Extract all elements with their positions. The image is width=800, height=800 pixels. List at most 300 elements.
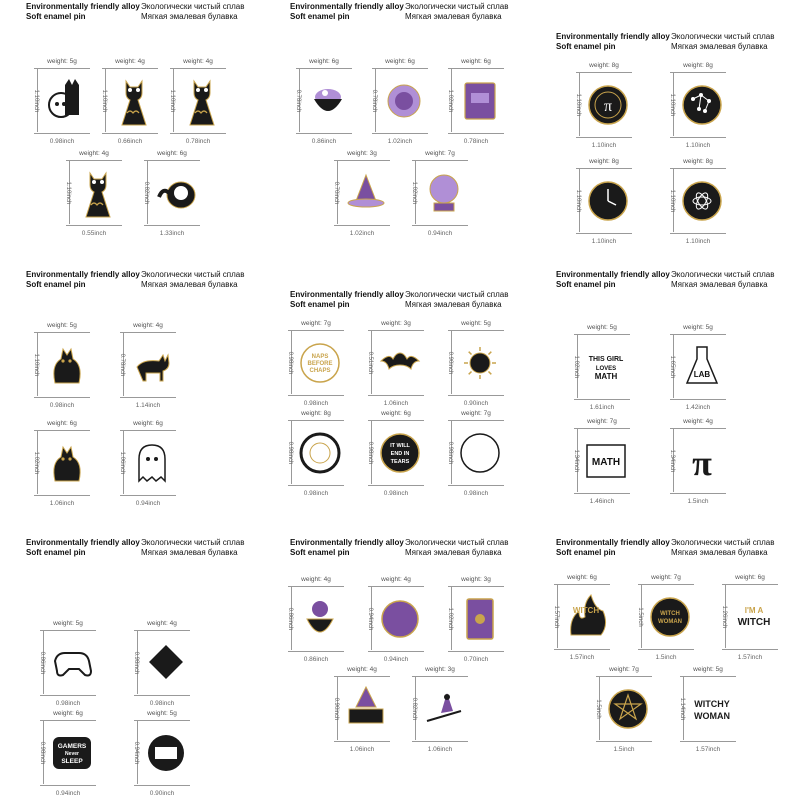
this-girl-icon xyxy=(583,341,629,393)
dimension-line-width xyxy=(670,233,726,234)
pin-weight: weight: 5g xyxy=(147,710,177,717)
pin-width: 1.10inch xyxy=(685,238,711,245)
pin-height: 1.5inch xyxy=(595,699,601,719)
panel-header xyxy=(26,2,262,22)
pin-height: 1.10inch xyxy=(33,353,39,377)
dimension-line-width xyxy=(670,137,726,138)
pin-art xyxy=(420,680,468,738)
dimension-line-width xyxy=(576,137,632,138)
dimension-line-width xyxy=(40,695,96,696)
pin-width: 0.70inch xyxy=(463,656,489,663)
dimension-line-width xyxy=(722,649,778,650)
bat-icon xyxy=(377,337,423,389)
pin-art xyxy=(604,680,652,738)
pin-height: 1.10inch xyxy=(669,189,675,213)
header-alloy-ru: Экологически чистый сплав xyxy=(405,2,509,11)
pin-item xyxy=(330,150,394,240)
pin-height: 1.26inch xyxy=(721,605,727,629)
moon-badge-icon xyxy=(457,427,503,479)
pin-width: 1.61inch xyxy=(589,404,615,411)
pin-width: 0.98inch xyxy=(303,400,329,407)
pin-art xyxy=(304,72,352,130)
pin-weight: weight: 5g xyxy=(53,620,83,627)
pin-item xyxy=(364,576,428,666)
header-alloy-en: Environmentally friendly alloy xyxy=(26,538,140,547)
dimension-line-top xyxy=(448,586,504,587)
dimension-line-top xyxy=(34,332,90,333)
pin-height: 1.57inch xyxy=(553,605,559,629)
pin-weight: weight: 6g xyxy=(47,420,77,427)
pin-art xyxy=(646,588,694,646)
dimension-line-width xyxy=(680,741,736,742)
dimension-line-top xyxy=(334,160,390,161)
dimension-line-top xyxy=(120,430,176,431)
pin-art xyxy=(456,590,504,648)
pin-weight: weight: 3g xyxy=(461,576,491,583)
dimension-line-top xyxy=(288,586,344,587)
pin-weight: weight: 4g xyxy=(133,322,163,329)
svg-text:LOVES: LOVES xyxy=(595,366,617,372)
pin-item xyxy=(666,158,730,248)
pin-weight: weight: 4g xyxy=(347,666,377,673)
pin-item xyxy=(666,62,730,152)
header-alloy-en: Environmentally friendly alloy xyxy=(290,538,404,547)
dimension-line-top xyxy=(296,68,352,69)
pin-item xyxy=(444,576,508,666)
pin-height: 1.06inch xyxy=(119,451,125,475)
dimension-line-width xyxy=(372,133,428,134)
pin-weight: weight: 5g xyxy=(693,666,723,673)
pin-item xyxy=(364,410,428,500)
pin-width: 1.46inch xyxy=(589,498,615,505)
pin-height: 1.10inch xyxy=(65,181,71,205)
pin-width: 0.98inch xyxy=(55,700,81,707)
pin-height: 0.51inch xyxy=(367,351,373,375)
pin-art xyxy=(730,588,778,646)
dimension-line-width xyxy=(288,395,344,396)
header-alloy-ru: Экологически чистый сплав xyxy=(671,538,775,547)
dimension-line-width xyxy=(368,651,424,652)
pin-height: 0.98inch xyxy=(133,651,139,675)
pin-height: 0.90inch xyxy=(447,351,453,375)
pin-weight: weight: 5g xyxy=(461,320,491,327)
pin-art xyxy=(376,590,424,648)
pi-symbol-icon xyxy=(679,435,725,487)
dimension-line-top xyxy=(596,676,652,677)
flying-witch-icon xyxy=(421,683,467,735)
pin-item xyxy=(676,666,740,756)
dimension-line-top xyxy=(412,676,468,677)
pin-width: 0.98inch xyxy=(49,138,75,145)
header-alloy-ru: Экологически чистый сплав xyxy=(141,538,245,547)
pin-height: 0.98inch xyxy=(447,441,453,465)
panel-math xyxy=(536,268,798,530)
pin-weight: weight: 8g xyxy=(589,158,619,165)
pin-width: 1.06inch xyxy=(49,500,75,507)
pin-height: 1.10inch xyxy=(575,189,581,213)
pin-weight: weight: 4g xyxy=(115,58,145,65)
pin-height: 0.90inch xyxy=(333,697,339,721)
pin-art xyxy=(582,338,630,396)
pin-art xyxy=(48,634,96,692)
pin-height: 1.02inch xyxy=(573,355,579,379)
witch-hat-icon xyxy=(343,167,389,219)
dimension-line-top xyxy=(334,676,390,677)
pin-art xyxy=(342,680,390,738)
sitting-cat-icon xyxy=(43,437,89,489)
pin-width: 1.57inch xyxy=(695,746,721,753)
dimension-line-top xyxy=(670,334,726,335)
dimension-line-top xyxy=(120,332,176,333)
dimension-line-top xyxy=(34,430,90,431)
pin-width: 0.90inch xyxy=(149,790,175,797)
svg-text:IT WILL: IT WILL xyxy=(390,443,410,449)
flask-icon xyxy=(679,341,725,393)
im-a-witch-icon xyxy=(731,591,777,643)
header-alloy-en: Environmentally friendly alloy xyxy=(556,32,670,41)
dimension-line-width xyxy=(34,397,90,398)
header-enamel-ru: Мягкая эмалевая булавка xyxy=(671,548,768,557)
header-enamel-en: Soft enamel pin xyxy=(290,12,350,21)
gaming-sign-icon xyxy=(143,637,189,689)
skull-cat-icon xyxy=(43,75,89,127)
header-alloy-en: Environmentally friendly alloy xyxy=(26,2,140,11)
pin-art xyxy=(74,164,122,222)
panel-header xyxy=(290,290,530,310)
pin-art xyxy=(142,724,190,782)
pin-art xyxy=(380,72,428,130)
cat-figure-icon xyxy=(75,167,121,219)
pin-width: 0.78inch xyxy=(185,138,211,145)
pin-weight: weight: 7g xyxy=(609,666,639,673)
header-alloy-ru: Экологически чистый сплав xyxy=(671,32,775,41)
dimension-line-width xyxy=(144,225,200,226)
dimension-line-top xyxy=(288,420,344,421)
header-enamel-ru: Мягкая эмалевая булавка xyxy=(405,300,502,309)
pin-weight: weight: 4g xyxy=(79,150,109,157)
dimension-line-width xyxy=(670,493,726,494)
molecule-icon xyxy=(679,79,725,131)
dimension-line-top xyxy=(574,428,630,429)
pin-art xyxy=(376,424,424,482)
pin-weight: weight: 6g xyxy=(385,58,415,65)
dimension-line-top xyxy=(102,68,158,69)
pin-item xyxy=(116,420,180,510)
pin-item xyxy=(36,710,100,798)
dimension-line-width xyxy=(334,741,390,742)
pin-item xyxy=(130,620,194,710)
pin-width: 1.02inch xyxy=(349,230,375,237)
crystal-orb-icon xyxy=(381,75,427,127)
pin-weight: weight: 6g xyxy=(53,710,83,717)
cat-cloak-icon xyxy=(111,75,157,127)
pin-art xyxy=(456,424,504,482)
pin-item xyxy=(116,322,180,412)
dimension-line-width xyxy=(448,133,504,134)
pin-item xyxy=(592,666,656,756)
pin-width: 0.55inch xyxy=(81,230,107,237)
header-enamel-en: Soft enamel pin xyxy=(290,548,350,557)
header-enamel-en: Soft enamel pin xyxy=(26,548,86,557)
pin-weight: weight: 3g xyxy=(347,150,377,157)
dimension-line-width xyxy=(412,225,468,226)
dimension-line-width xyxy=(120,495,176,496)
pin-art xyxy=(678,432,726,490)
pin-item xyxy=(130,710,194,798)
pin-width: 0.94inch xyxy=(383,656,409,663)
pin-art xyxy=(678,338,726,396)
pin-item xyxy=(330,666,394,756)
dimension-line-top xyxy=(170,68,226,69)
pin-height: 0.98inch xyxy=(39,741,45,765)
panel-witch-brew xyxy=(268,536,530,798)
dimension-line-top xyxy=(134,720,190,721)
pin-art xyxy=(688,680,736,738)
pin-art xyxy=(342,164,390,222)
panel-header xyxy=(290,2,530,22)
dimension-line-width xyxy=(638,649,694,650)
panel-header xyxy=(26,270,262,290)
pin-width: 0.90inch xyxy=(463,400,489,407)
dimension-line-width xyxy=(134,695,190,696)
dimension-line-width xyxy=(288,651,344,652)
pin-item xyxy=(166,58,230,148)
header-alloy-en: Environmentally friendly alloy xyxy=(556,270,670,279)
svg-text:LAB: LAB xyxy=(693,370,711,379)
pin-weight: weight: 5g xyxy=(587,324,617,331)
pin-width: 1.57inch xyxy=(737,654,763,661)
pin-height: 0.70inch xyxy=(333,181,339,205)
dimension-line-top xyxy=(368,330,424,331)
pin-height: 0.86inch xyxy=(287,607,293,631)
dimension-line-top xyxy=(576,168,632,169)
atom-badge-icon xyxy=(679,175,725,227)
header-enamel-en: Soft enamel pin xyxy=(26,280,86,289)
pin-art xyxy=(678,76,726,134)
pin-height: 1.10inch xyxy=(101,89,107,113)
pin-item xyxy=(570,324,634,414)
svg-text:GAMERS: GAMERS xyxy=(57,743,87,750)
pin-item xyxy=(550,574,614,664)
svg-text:Never: Never xyxy=(65,751,79,757)
pin-height: 0.98inch xyxy=(287,351,293,375)
pin-weight: weight: 6g xyxy=(461,58,491,65)
header-enamel-ru: Мягкая эмалевая булавка xyxy=(141,280,238,289)
pin-width: 1.33inch xyxy=(159,230,185,237)
ring-badge-icon xyxy=(297,427,343,479)
header-alloy-ru: Экологически чистый сплав xyxy=(141,2,245,11)
dimension-line-width xyxy=(102,133,158,134)
pin-item xyxy=(284,410,348,500)
pin-art xyxy=(152,164,200,222)
pin-height: 1.34inch xyxy=(573,449,579,473)
sun-icon xyxy=(457,337,503,389)
pin-height: 1.02inch xyxy=(447,607,453,631)
pin-width: 1.10inch xyxy=(591,142,617,149)
dimension-line-width xyxy=(368,395,424,396)
witch-flame-icon xyxy=(563,591,609,643)
pin-item xyxy=(572,62,636,152)
dimension-line-width xyxy=(574,399,630,400)
pin-art xyxy=(296,424,344,482)
dimension-line-top xyxy=(368,586,424,587)
pin-weight: weight: 6g xyxy=(381,410,411,417)
dimension-line-width xyxy=(448,395,504,396)
header-alloy-ru: Экологически чистый сплав xyxy=(405,538,509,547)
pin-item xyxy=(408,666,472,756)
pin-height: 0.78inch xyxy=(295,89,301,113)
pin-height: 1.34inch xyxy=(669,449,675,473)
pin-art xyxy=(42,72,90,130)
pin-art xyxy=(562,588,610,646)
panel-header xyxy=(290,538,530,558)
tarot-card-icon xyxy=(457,593,503,645)
pin-item xyxy=(572,158,636,248)
pin-item xyxy=(408,150,472,240)
gamers-sleep-icon xyxy=(49,727,95,779)
dimension-line-top xyxy=(412,160,468,161)
pin-width: 1.06inch xyxy=(383,400,409,407)
pin-height: 0.82inch xyxy=(143,181,149,205)
header-enamel-en: Soft enamel pin xyxy=(556,548,616,557)
pin-item xyxy=(444,410,508,500)
header-alloy-en: Environmentally friendly alloy xyxy=(556,538,670,547)
dimension-line-width xyxy=(134,785,190,786)
cauldron-icon xyxy=(305,75,351,127)
dimension-line-width xyxy=(554,649,610,650)
pin-weight: weight: 4g xyxy=(301,576,331,583)
pin-art xyxy=(128,336,176,394)
pin-width: 1.57inch xyxy=(569,654,595,661)
dimension-line-top xyxy=(368,420,424,421)
header-alloy-en: Environmentally friendly alloy xyxy=(290,290,404,299)
svg-text:TEARS: TEARS xyxy=(390,459,410,465)
pin-height: 1.10inch xyxy=(575,93,581,117)
crystal-ball-icon xyxy=(421,167,467,219)
pin-width: 1.06inch xyxy=(349,746,375,753)
header-enamel-ru: Мягкая эмалевая булавка xyxy=(141,548,238,557)
pin-weight: weight: 4g xyxy=(147,620,177,627)
pin-width: 1.06inch xyxy=(427,746,453,753)
pin-art xyxy=(178,72,226,130)
pin-height: 0.98inch xyxy=(287,441,293,465)
pin-weight: weight: 7g xyxy=(425,150,455,157)
pin-art xyxy=(376,334,424,392)
pin-weight: weight: 8g xyxy=(683,62,713,69)
pin-art xyxy=(142,634,190,692)
pin-item xyxy=(98,58,162,148)
dimension-line-top xyxy=(448,68,504,69)
pin-art xyxy=(456,72,504,130)
pin-width: 1.10inch xyxy=(685,142,711,149)
dimension-line-top xyxy=(574,334,630,335)
dimension-line-width xyxy=(412,741,468,742)
header-alloy-ru: Экологически чистый сплав xyxy=(405,290,509,299)
header-alloy-ru: Экологически чистый сплав xyxy=(671,270,775,279)
header-enamel-ru: Мягкая эмалевая булавка xyxy=(671,42,768,51)
dimension-line-width xyxy=(288,485,344,486)
header-enamel-en: Soft enamel pin xyxy=(290,300,350,309)
dimension-line-top xyxy=(680,676,736,677)
pin-height: 0.78inch xyxy=(371,89,377,113)
pin-height: 1.5inch xyxy=(637,607,643,627)
dimension-line-width xyxy=(596,741,652,742)
dimension-line-top xyxy=(40,720,96,721)
pin-weight: weight: 3g xyxy=(425,666,455,673)
pin-width: 0.78inch xyxy=(463,138,489,145)
pin-width: 1.5inch xyxy=(613,746,635,753)
dimension-line-width xyxy=(296,133,352,134)
controller-icon xyxy=(49,637,95,689)
coiled-cat-icon xyxy=(153,167,199,219)
panel-witch-purple xyxy=(268,0,530,262)
clock-icon xyxy=(585,175,631,227)
panel-quotes xyxy=(268,268,530,530)
pin-width: 0.66inch xyxy=(117,138,143,145)
pin-art xyxy=(582,432,630,490)
panel-science xyxy=(536,0,798,262)
dimension-line-width xyxy=(574,493,630,494)
ghost-cat-icon xyxy=(129,437,175,489)
pin-weight: weight: 8g xyxy=(683,158,713,165)
witchy-woman-icon xyxy=(689,683,735,735)
header-enamel-ru: Мягкая эмалевая булавка xyxy=(671,280,768,289)
dimension-line-top xyxy=(448,420,504,421)
tears-badge-icon xyxy=(377,427,423,479)
pin-width: 1.14inch xyxy=(135,402,161,409)
pin-art xyxy=(456,334,504,392)
pin-height: 1.02inch xyxy=(411,181,417,205)
pin-weight: weight: 6g xyxy=(735,574,765,581)
header-enamel-ru: Мягкая эмалевая булавка xyxy=(141,12,238,21)
pin-art xyxy=(420,164,468,222)
pin-width: 0.98inch xyxy=(49,402,75,409)
pin-item xyxy=(570,418,634,508)
witch-hat-banner-icon xyxy=(343,683,389,735)
pin-art xyxy=(584,172,632,230)
pin-item xyxy=(364,320,428,410)
panel-header xyxy=(556,538,798,558)
dimension-line-width xyxy=(34,133,90,134)
panel-header xyxy=(556,270,798,290)
pin-weight: weight: 8g xyxy=(301,410,331,417)
pin-height: 1.65inch xyxy=(669,355,675,379)
pin-item xyxy=(30,322,94,412)
pin-width: 0.86inch xyxy=(303,656,329,663)
pin-art xyxy=(584,76,632,134)
panel-black-cats xyxy=(0,268,262,530)
pin-item xyxy=(284,576,348,666)
pin-item xyxy=(444,320,508,410)
pin-weight: weight: 5g xyxy=(47,58,77,65)
dimension-line-top xyxy=(638,584,694,585)
dimension-line-width xyxy=(368,485,424,486)
panel-gamer xyxy=(0,536,262,798)
dimension-line-width xyxy=(448,651,504,652)
pin-width: 1.5inch xyxy=(655,654,677,661)
panel-witch-words xyxy=(536,536,798,798)
pin-width: 0.94inch xyxy=(135,500,161,507)
panel-cat-skeleton xyxy=(0,0,262,262)
svg-text:MATH: MATH xyxy=(591,457,621,468)
pin-weight: weight: 7g xyxy=(461,410,491,417)
svg-text:WITCHY: WITCHY xyxy=(694,699,730,709)
pin-art xyxy=(296,334,344,392)
dimension-line-width xyxy=(170,133,226,134)
pin-width: 1.5inch xyxy=(687,498,709,505)
pin-weight: weight: 6g xyxy=(133,420,163,427)
pin-height: 0.82inch xyxy=(411,697,417,721)
